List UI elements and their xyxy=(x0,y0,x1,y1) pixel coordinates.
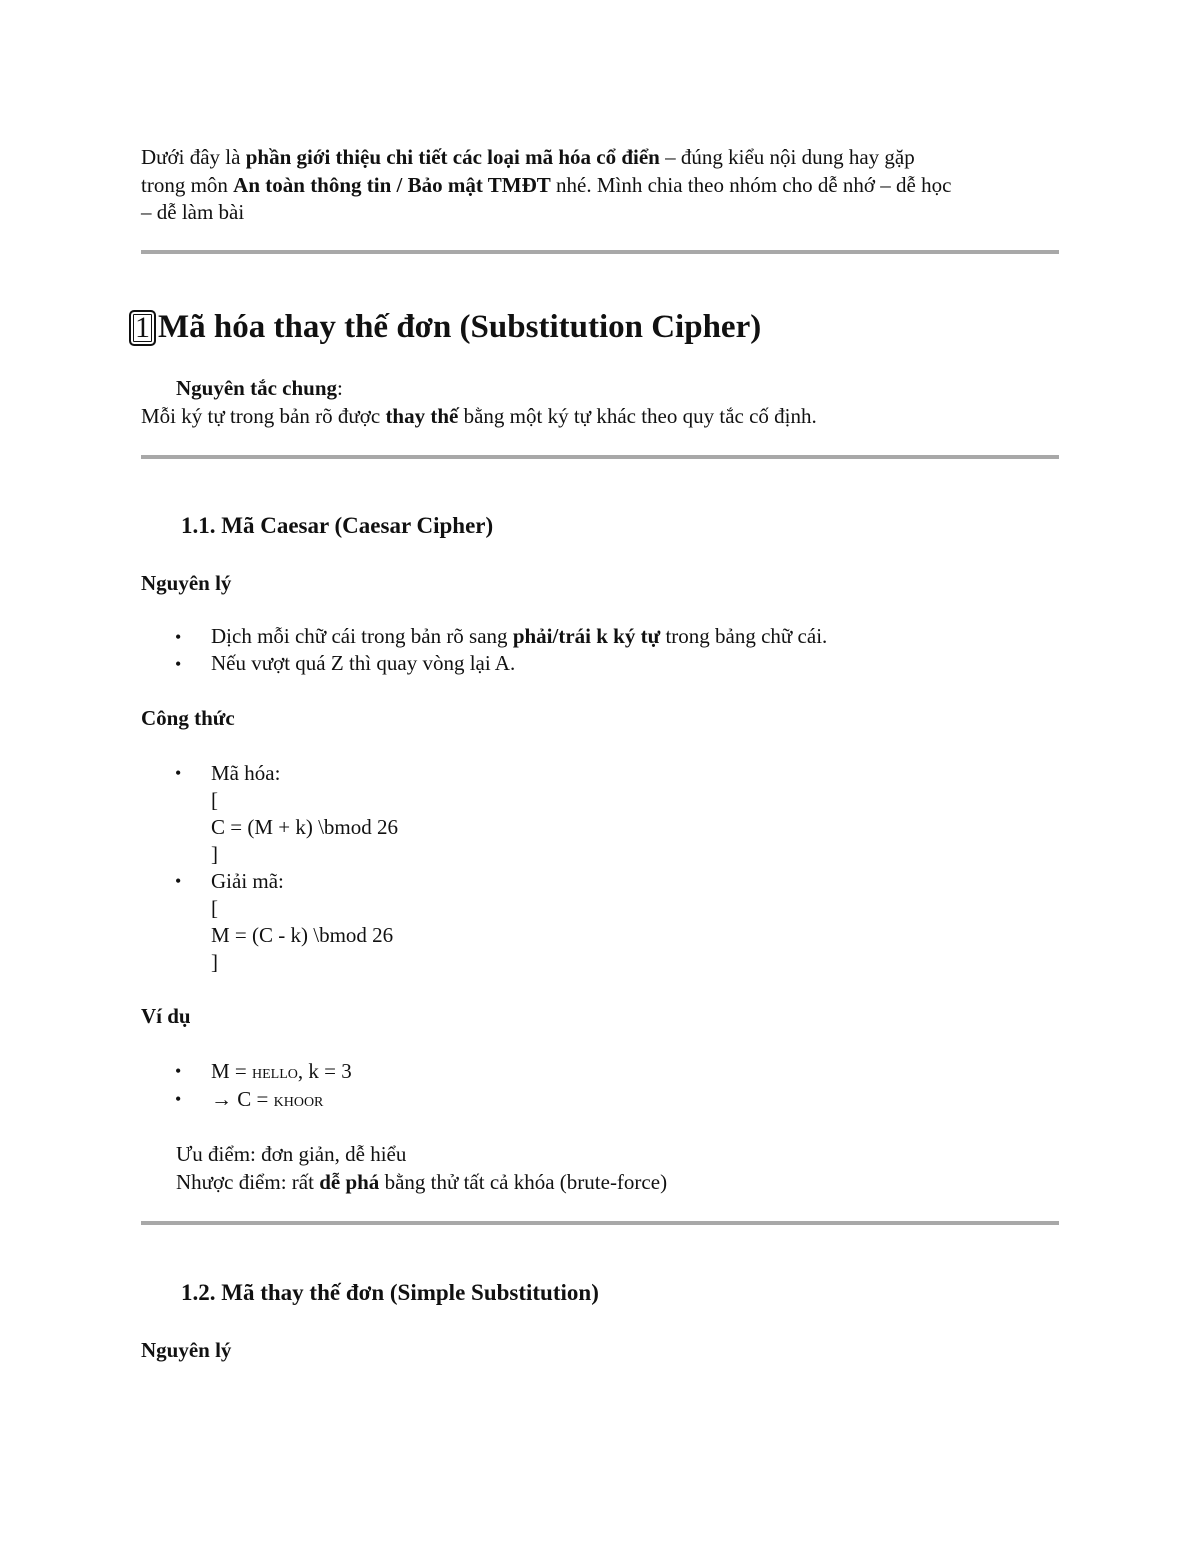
bullet: • xyxy=(175,1061,182,1081)
list-item xyxy=(211,622,827,650)
disadvantage-part: Nhược điểm: rất xyxy=(176,1170,320,1194)
horizontal-rule xyxy=(141,250,1059,254)
example-heading: Ví dụ xyxy=(141,1004,191,1028)
list-item-bold-text: phải/trái k ký tự xyxy=(512,624,661,648)
bullet: • xyxy=(175,627,182,647)
disadvantage-text xyxy=(176,1168,667,1196)
intro-line-2 xyxy=(141,171,951,199)
bracket-close: ] xyxy=(211,950,218,974)
intro-text: – đúng kiểu nội dung hay gặp xyxy=(659,145,915,169)
principle-label: Nguyên tắc chung xyxy=(176,376,338,400)
example-text: → C = xyxy=(211,1087,274,1111)
bullet: • xyxy=(175,763,182,783)
encrypt-formula: C = (M + k) \bmod 26 xyxy=(211,815,399,839)
bullet: • xyxy=(175,654,182,674)
section-heading xyxy=(129,307,761,347)
list-item-text: Dịch mỗi chữ cái trong bản rõ sang xyxy=(211,624,513,648)
bracket-close: ] xyxy=(211,842,218,866)
intro-text: nhé. Mình chia theo nhóm cho dễ nhớ – dễ học xyxy=(550,173,952,197)
disadvantage-part: bằng thử tất cả khóa (brute-force) xyxy=(379,1170,668,1194)
intro-line-3: – dễ làm bài xyxy=(141,200,245,224)
intro-text: Dưới đây là xyxy=(141,145,246,169)
principle-label-line xyxy=(176,374,343,402)
intro-bold-text: phần giới thiệu chi tiết các loại mã hóa cổ điển xyxy=(245,145,660,169)
example-plaintext: hello xyxy=(252,1061,298,1083)
intro-text: trong môn xyxy=(141,173,234,197)
section-title: Mã hóa thay thế đơn (Substitution Cipher) xyxy=(158,309,762,345)
horizontal-rule xyxy=(141,455,1059,459)
advantage-text: Ưu điểm: đơn giản, dễ hiểu xyxy=(176,1142,407,1166)
bracket-open: [ xyxy=(211,896,218,920)
principle-bold-text: thay thế xyxy=(385,404,459,428)
decrypt-formula: M = (C - k) \bmod 26 xyxy=(211,923,394,947)
principle-heading: Nguyên lý xyxy=(141,1338,232,1362)
example-line-1 xyxy=(211,1057,352,1086)
example-text: , k = 3 xyxy=(297,1059,352,1083)
example-text: M = xyxy=(211,1059,253,1083)
subsection-heading-caesar: 1.1. Mã Caesar (Caesar Cipher) xyxy=(181,513,494,538)
example-ciphertext: khoor xyxy=(273,1089,324,1111)
subsection-heading-simple-substitution: 1.2. Mã thay thế đơn (Simple Substitution) xyxy=(181,1280,599,1305)
bracket-open: [ xyxy=(211,788,218,812)
intro-bold-text: An toàn thông tin / Bảo mật TMĐT xyxy=(233,173,551,197)
encrypt-label: Mã hóa: xyxy=(211,761,281,785)
list-item: Nếu vượt quá Z thì quay vòng lại A. xyxy=(211,651,516,675)
principle-text-part: Mỗi ký tự trong bản rõ được xyxy=(141,404,386,428)
example-line-2 xyxy=(211,1085,323,1114)
list-item-text: trong bảng chữ cái. xyxy=(660,624,828,648)
principle-text xyxy=(141,402,817,430)
formula-heading: Công thức xyxy=(141,706,235,730)
colon: : xyxy=(337,376,343,400)
decrypt-label: Giải mã: xyxy=(211,869,284,893)
intro-line-1 xyxy=(141,143,915,171)
principle-text-part: bằng một ký tự khác theo quy tắc cố định. xyxy=(458,404,817,428)
horizontal-rule xyxy=(141,1221,1059,1225)
section-number-badge: 1 xyxy=(129,310,156,346)
disadvantage-bold: dễ phá xyxy=(319,1170,380,1194)
bullet: • xyxy=(175,871,182,891)
bullet: • xyxy=(175,1089,182,1109)
principle-heading: Nguyên lý xyxy=(141,571,232,595)
